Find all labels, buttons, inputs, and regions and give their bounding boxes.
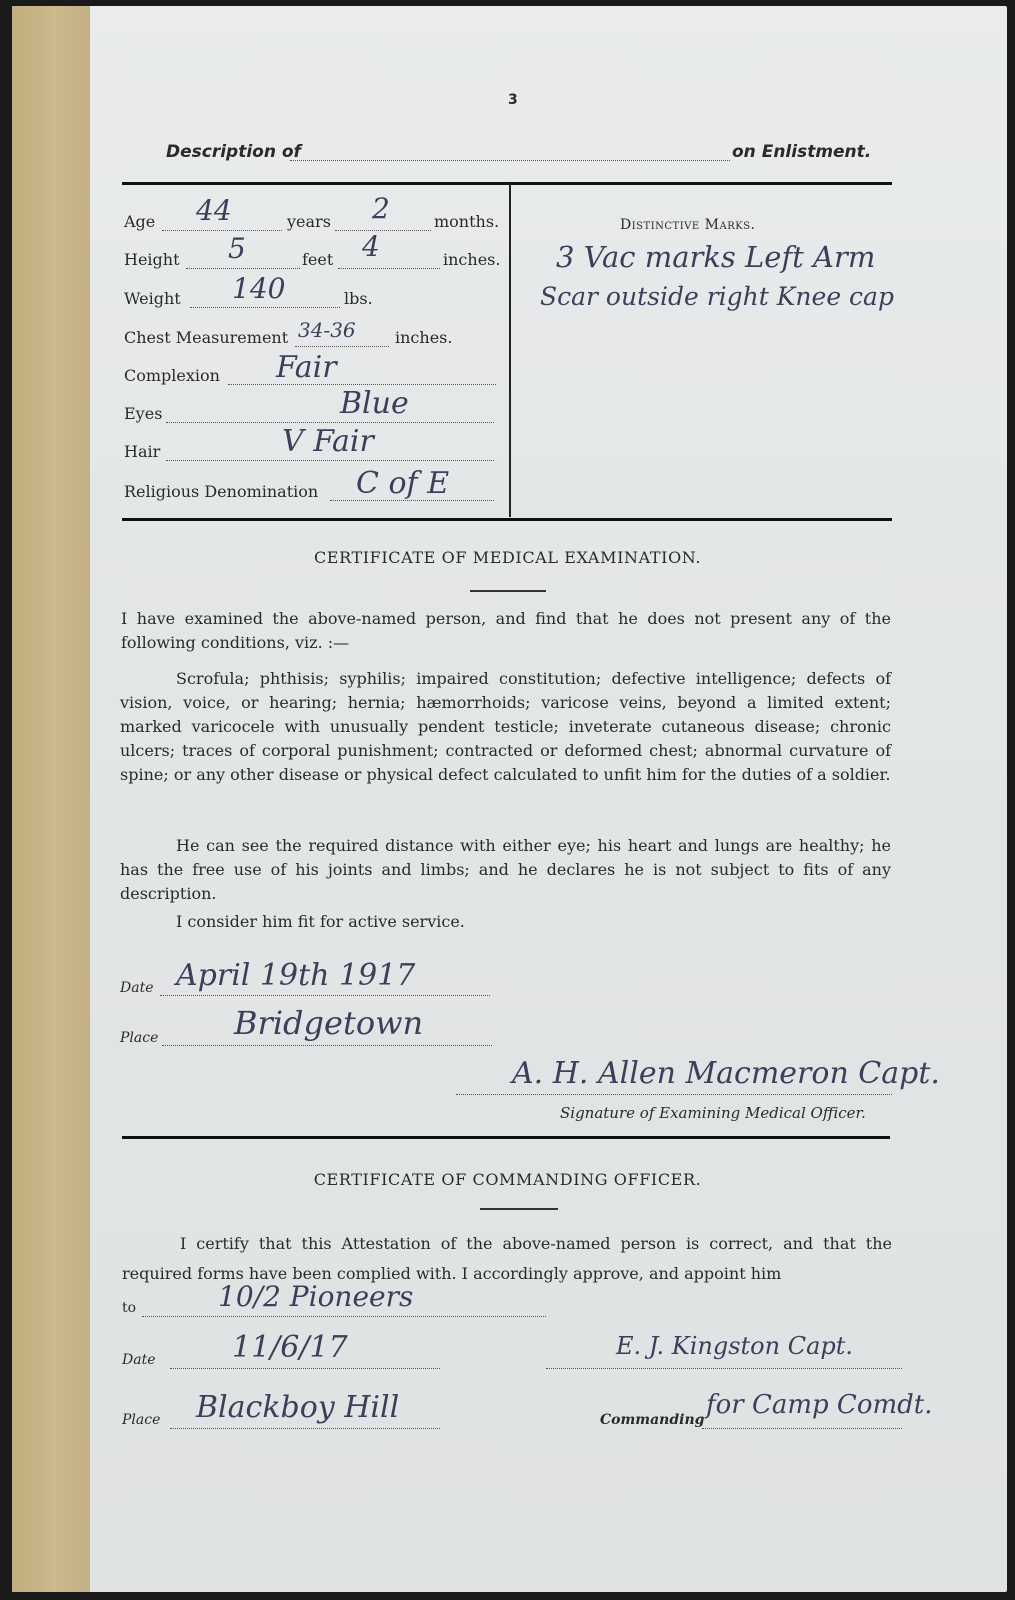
complexion-line [228, 384, 496, 385]
medical-place-line [162, 1045, 492, 1046]
complexion-value: Fair [276, 350, 337, 385]
commanding-date-line [170, 1368, 440, 1369]
medical-paragraph-2: Scrofula; phthisis; syphilis; impaired constitution; defective intelligence; defects of vision, voice, or hearing; hernia; hæmorrhoids; varicose veins, beyond a limited extent; marked varicocele with unusually pendent testicle; inveterate cutaneous disease; chronic ulcers; traces of corporal punishment; contracted or deformed chest; abnormal curvature of spine; or any other disease or physical defect calculated to unfit him for the duties of a soldier. [120, 669, 891, 784]
page-number: 3 [508, 92, 518, 108]
eyes-line [166, 422, 494, 423]
medical-date-value: April 19th 1917 [176, 958, 416, 993]
religion-label: Religious Denomination [124, 482, 319, 501]
hair-line [166, 460, 494, 461]
medical-place-label: Place [120, 1030, 159, 1046]
height-feet-value: 5 [228, 232, 246, 265]
header-prefix: Description of [166, 142, 301, 162]
years-label: years [287, 212, 331, 231]
medical-title-underline [470, 590, 546, 592]
hair-label: Hair [124, 442, 161, 461]
distinctive-marks-line-2: Scar outside right Knee cap [540, 282, 894, 311]
weight-label: Weight [124, 289, 181, 308]
eyes-value: Blue [340, 386, 409, 421]
binding-tape [12, 6, 90, 1592]
commanding-unit-value: for Camp Comdt. [706, 1390, 933, 1420]
header-name-line [290, 160, 730, 161]
commanding-signature-line [546, 1368, 902, 1369]
chest-value: 34-36 [298, 318, 356, 342]
lbs-label: lbs. [344, 289, 373, 308]
medical-signature: A. H. Allen Macmeron Capt. [512, 1056, 940, 1091]
age-label: Age [124, 212, 156, 231]
medical-title: CERTIFICATE OF MEDICAL EXAMINATION. [313, 548, 702, 567]
appoint-to-label: to [122, 1300, 137, 1316]
commanding-signature: E. J. Kingston Capt. [616, 1332, 854, 1360]
chest-unit: inches. [395, 328, 453, 347]
eyes-label: Eyes [124, 404, 163, 423]
hair-value: V Fair [282, 424, 374, 459]
weight-line [190, 307, 340, 308]
commanding-date-label: Date [122, 1352, 156, 1368]
medical-paragraph-1: I have examined the above-named person, and find that he does not present any of the following conditions, viz. :— [121, 609, 891, 652]
commanding-paragraph: I certify that this Attestation of the above-named person is correct, and that the required forms have been complied with. I accordingly approve, and appoint him [122, 1234, 892, 1283]
age-years-value: 44 [196, 194, 232, 227]
appoint-to-value: 10/2 Pioneers [218, 1280, 414, 1313]
commanding-date-value: 11/6/17 [232, 1330, 348, 1365]
age-months-value: 2 [372, 192, 390, 225]
commanding-place-value: Blackboy Hill [196, 1390, 400, 1425]
age-months-line [335, 230, 431, 231]
distinctive-marks-heading: Distinctive Marks. [620, 217, 756, 233]
age-years-line [162, 230, 282, 231]
medical-paragraph-3: He can see the required distance with either eye; his heart and lungs are healthy; he has the free use of his joints and limbs; and he declares he is not subject to fits of any description. [120, 836, 891, 903]
commanding-label: Commanding [600, 1412, 705, 1428]
chest-label: Chest Measurement [124, 328, 289, 347]
column-divider [509, 183, 511, 517]
weight-value: 140 [232, 272, 286, 305]
feet-label: feet [302, 250, 334, 269]
medical-date-line [160, 995, 490, 996]
height-inches-value: 4 [362, 230, 380, 263]
religion-value: C of E [356, 466, 450, 501]
months-label: months. [434, 212, 500, 231]
height-label: Height [124, 250, 180, 269]
commanding-title: CERTIFICATE OF COMMANDING OFFICER. [313, 1170, 702, 1189]
fit-statement: I consider him fit for active service. [176, 912, 465, 931]
height-feet-line [186, 268, 300, 269]
top-rule [122, 182, 892, 185]
appoint-to-line [142, 1316, 546, 1317]
commanding-unit-line [702, 1428, 902, 1429]
commanding-place-label: Place [122, 1412, 161, 1428]
medical-signature-caption: Signature of Examining Medical Officer. [560, 1104, 866, 1122]
distinctive-marks-line-1: 3 Vac marks Left Arm [556, 240, 876, 274]
commanding-title-underline [480, 1208, 558, 1210]
commanding-place-line [170, 1428, 440, 1429]
medical-bottom-rule [122, 1136, 890, 1139]
inches-label: inches. [443, 250, 501, 269]
complexion-label: Complexion [124, 366, 220, 385]
description-bottom-rule [122, 518, 892, 521]
medical-signature-line [456, 1094, 892, 1095]
height-inches-line [338, 268, 440, 269]
medical-date-label: Date [120, 980, 154, 996]
header-suffix: on Enlistment. [732, 142, 872, 162]
chest-line [295, 346, 389, 347]
medical-place-value: Bridgetown [234, 1004, 424, 1042]
